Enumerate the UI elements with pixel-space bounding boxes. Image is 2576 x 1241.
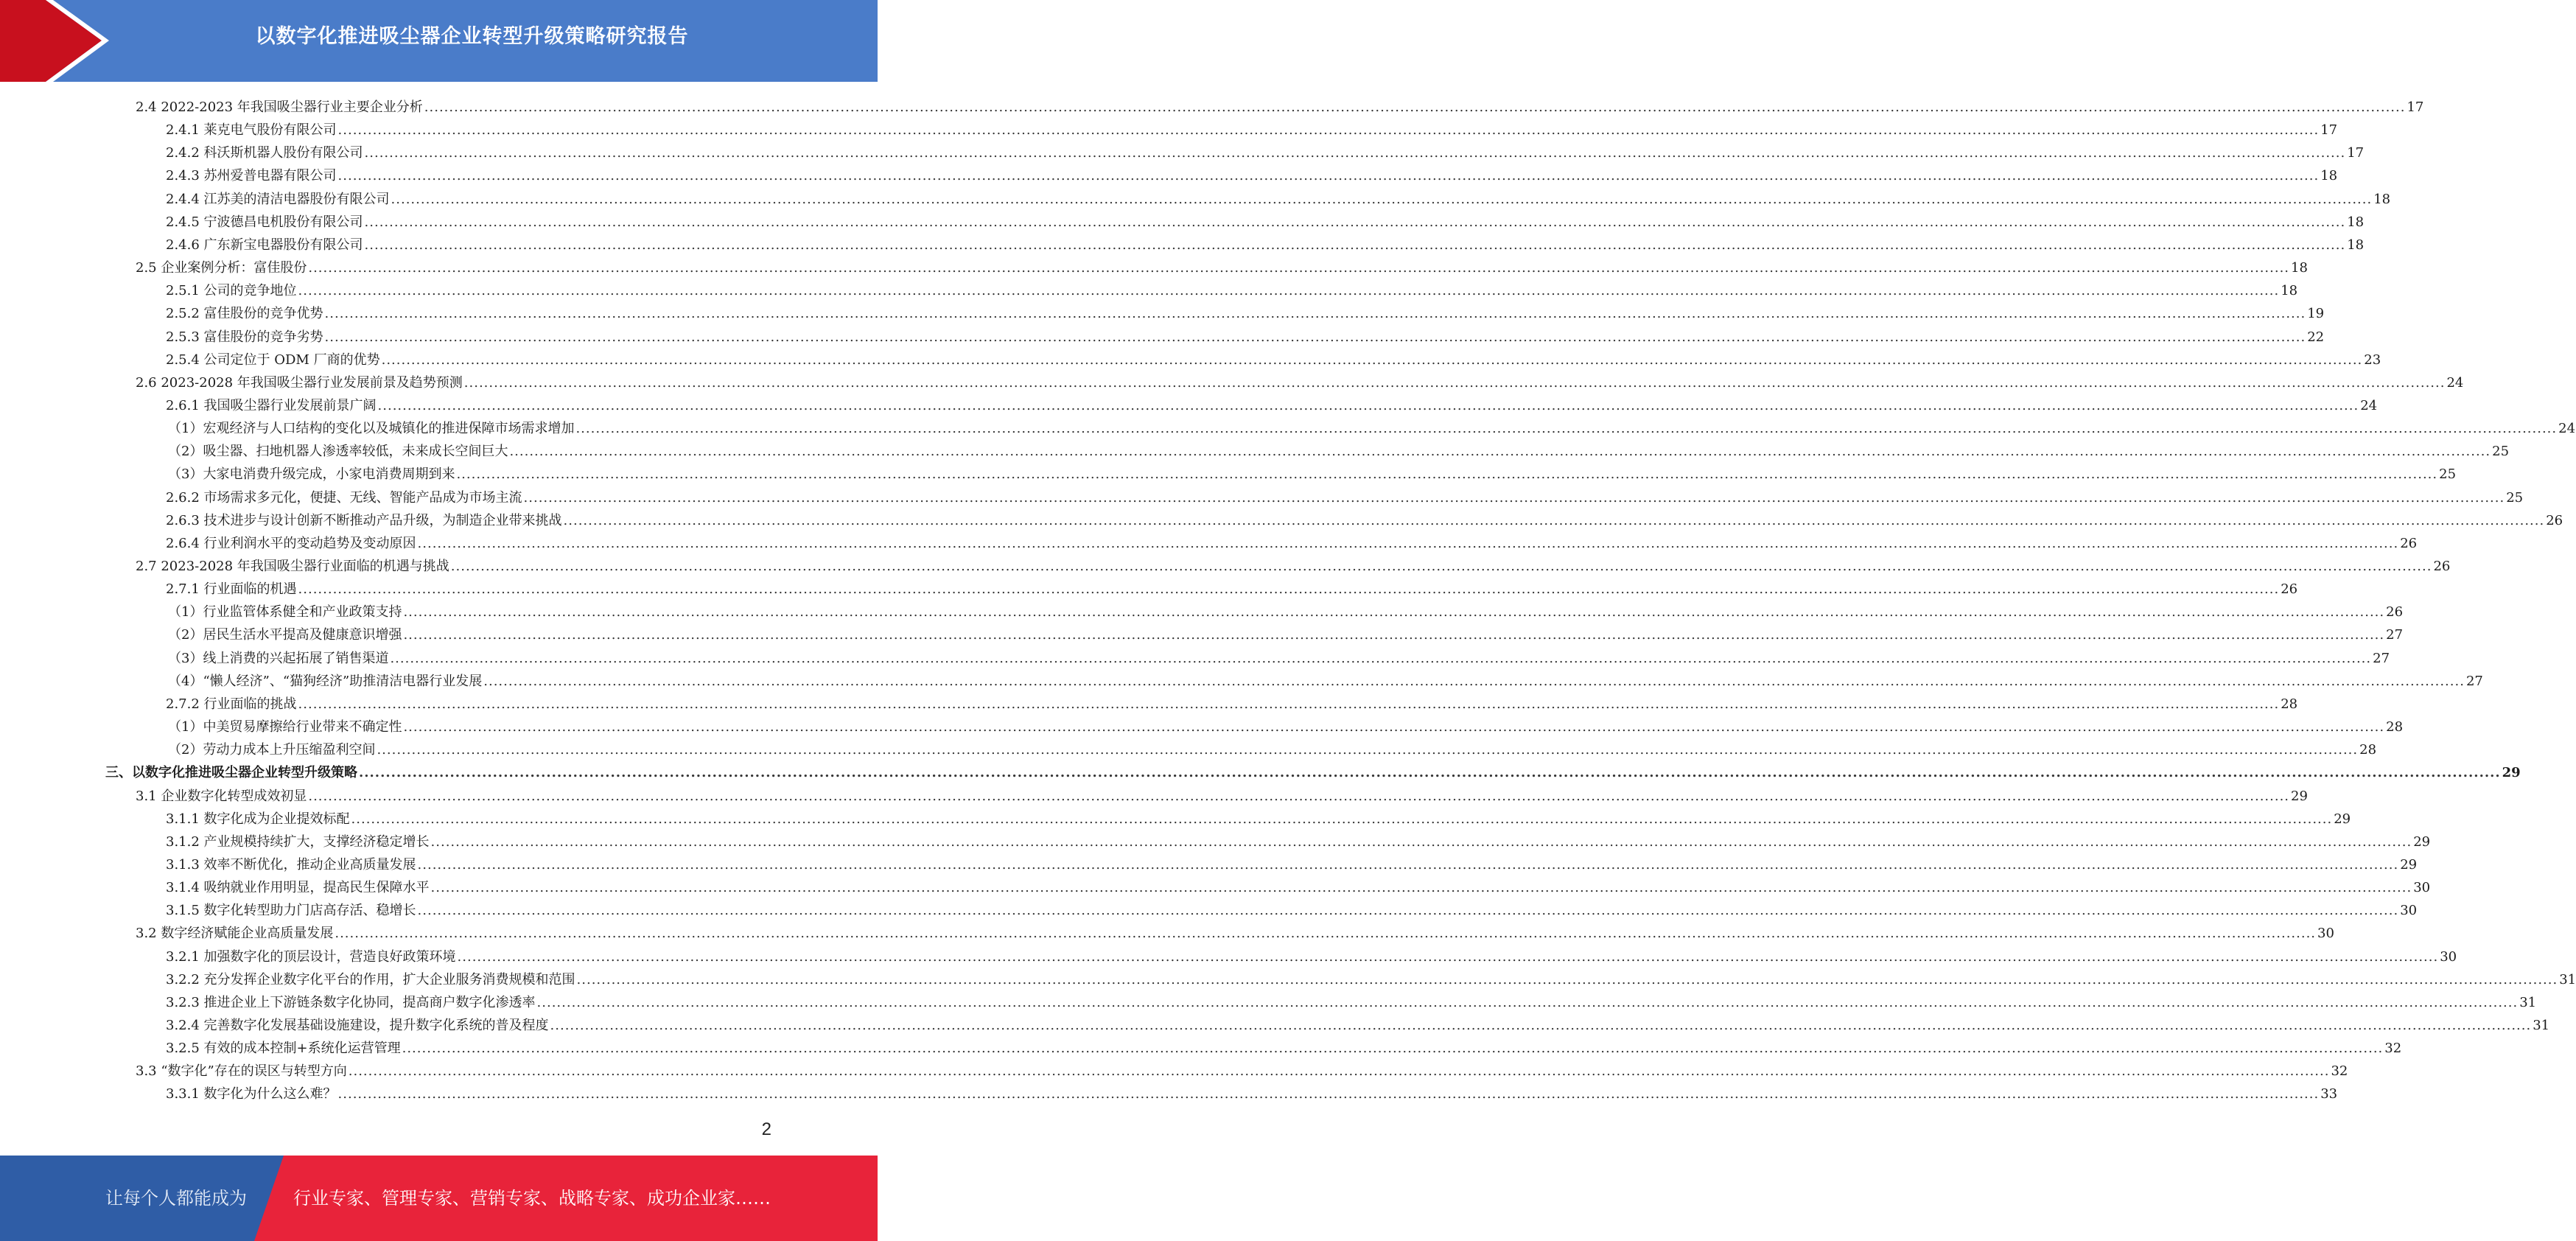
- toc-entry-title: 2.7.2 行业面临的挑战: [166, 696, 297, 712]
- toc-dot-leader: ................................................................................................................................................................................................................................................................................................................................................................................................................: [509, 444, 2491, 460]
- toc-dot-leader: ................................................................................................................................................................................................................................................................................................................................................................................................................: [351, 811, 2333, 827]
- toc-entry-page: 29: [2413, 833, 2431, 850]
- toc-dot-leader: ................................................................................................................................................................................................................................................................................................................................................................................................................: [324, 306, 2306, 322]
- toc-entry-page: 25: [2492, 444, 2510, 460]
- toc-entry-page: 26: [2400, 535, 2418, 551]
- toc-entry-page: 18: [2347, 237, 2365, 253]
- toc-entry[interactable]: [166, 231, 2365, 254]
- toc-dot-leader: ................................................................................................................................................................................................................................................................................................................................................................................................................: [457, 948, 2439, 965]
- toc-dot-leader: ................................................................................................................................................................................................................................................................................................................................................................................................................: [430, 880, 2412, 896]
- toc-entry-title: 3.1.4 吸纳就业作用明显，提高民生保障水平: [166, 880, 430, 896]
- footer-slogan-right: 行业专家、管理专家、营销专家、战略专家、成功企业家……: [293, 1188, 771, 1209]
- toc-dot-leader: ................................................................................................................................................................................................................................................................................................................................................................................................................: [402, 1041, 2384, 1057]
- toc-entry-page: 31: [2559, 971, 2576, 987]
- toc-entry[interactable]: [166, 346, 2381, 369]
- toc-entry[interactable]: [166, 139, 2365, 162]
- toc-entry-title: 2.7.1 行业面临的机遇: [166, 581, 297, 598]
- toc-entry-title: （2）吸尘器、扫地机器人渗透率较低，未来成长空间巨大: [168, 444, 508, 460]
- toc-entry[interactable]: [166, 209, 2365, 231]
- toc-entry[interactable]: [166, 1035, 2402, 1058]
- toc-entry-page: 29: [2400, 856, 2418, 873]
- toc-entry[interactable]: [166, 1080, 2338, 1103]
- toc-entry-title: 2.6.1 我国吸尘器行业发展前景广阔: [166, 397, 377, 413]
- toc-dot-leader: ................................................................................................................................................................................................................................................................................................................................................................................................................: [483, 673, 2465, 689]
- toc-entry-page: 24: [2446, 374, 2464, 391]
- toc-entry-title: 2.4.6 广东新宝电器股份有限公司: [166, 237, 363, 253]
- toc-entry[interactable]: [166, 943, 2457, 966]
- toc-entry[interactable]: [166, 507, 2563, 530]
- toc-entry[interactable]: [166, 116, 2338, 139]
- toc-entry-title: 2.5.4 公司定位于 ODM 厂商的优势: [166, 352, 380, 368]
- toc-entry-title: 2.4.1 莱克电气股份有限公司: [166, 122, 337, 139]
- toc-entry-title: 2.6.2 市场需求多元化，便捷、无线、智能产品成为市场主流: [166, 489, 522, 506]
- toc-entry-page: 18: [2373, 191, 2391, 207]
- toc-entry-page: 18: [2291, 260, 2308, 276]
- toc-dot-leader: ................................................................................................................................................................................................................................................................................................................................................................................................................: [381, 352, 2363, 368]
- toc-dot-leader: ................................................................................................................................................................................................................................................................................................................................................................................................................: [523, 489, 2505, 506]
- toc-entry-title: 2.5.1 公司的竞争地位: [166, 283, 297, 299]
- toc-entry-title: 3.3.1 数字化为什么这么难？: [166, 1086, 337, 1102]
- toc-entry[interactable]: [166, 576, 2298, 598]
- toc-entry[interactable]: [166, 691, 2298, 713]
- toc-entry-page: 29: [2334, 811, 2351, 827]
- toc-entry[interactable]: [166, 530, 2418, 553]
- toc-entry-page: 25: [2506, 489, 2524, 506]
- toc-dot-leader: ................................................................................................................................................................................................................................................................................................................................................................................................................: [308, 260, 2290, 276]
- toc-entry-page: 28: [2386, 719, 2404, 735]
- toc-dot-leader: ................................................................................................................................................................................................................................................................................................................................................................................................................: [337, 122, 2320, 139]
- toc-entry-title: 3.2.3 推进企业上下游链条数字化协同，提高商户数字化渗透率: [166, 994, 536, 1010]
- toc-dot-leader: ................................................................................................................................................................................................................................................................................................................................................................................................................: [424, 99, 2406, 115]
- toc-entry-title: 2.6.3 技术进步与设计创新不断推动产品升级，为制造企业带来挑战: [166, 512, 562, 528]
- toc-entry-title: 2.4.5 宁波德昌电机股份有限公司: [166, 214, 363, 230]
- toc-entry-page: 17: [2320, 122, 2338, 139]
- toc-dot-leader: ................................................................................................................................................................................................................................................................................................................................................................................................................: [324, 329, 2306, 345]
- toc-entry[interactable]: [136, 1058, 2348, 1080]
- toc-entry-title: 2.4.4 江苏美的清洁电器股份有限公司: [166, 191, 390, 207]
- page-number: 2: [761, 1119, 771, 1139]
- toc-entry[interactable]: [166, 897, 2418, 920]
- toc-entry[interactable]: [166, 805, 2351, 828]
- toc-dot-leader: ................................................................................................................................................................................................................................................................................................................................................................................................................: [417, 903, 2399, 919]
- toc-entry-page: 26: [2386, 604, 2404, 620]
- toc-dot-leader: ................................................................................................................................................................................................................................................................................................................................................................................................................: [308, 788, 2290, 804]
- toc-entry-page: 17: [2407, 99, 2424, 115]
- toc-entry-title: （1）宏观经济与人口结构的变化以及城镇化的推进保障市场需求增加: [168, 421, 575, 437]
- toc-dot-leader: ................................................................................................................................................................................................................................................................................................................................................................................................................: [450, 559, 2432, 574]
- toc-entry-title: （3）线上消费的兴起拓展了销售渠道: [168, 650, 389, 666]
- toc-entry-title: 3.1 企业数字化转型成效初显: [136, 788, 307, 804]
- toc-entry-page: 19: [2307, 306, 2325, 322]
- toc-entry-page: 32: [2331, 1063, 2348, 1080]
- toc-dot-leader: ................................................................................................................................................................................................................................................................................................................................................................................................................: [463, 374, 2446, 391]
- toc-dot-leader: ................................................................................................................................................................................................................................................................................................................................................................................................................: [298, 696, 2280, 712]
- toc-entry-title: 三、以数字化推进吸尘器企业转型升级策略: [105, 765, 357, 781]
- toc-dot-leader: ................................................................................................................................................................................................................................................................................................................................................................................................................: [536, 994, 2519, 1010]
- toc-entry-title: 3.2.4 完善数字化发展基础设施建设，提升数字化系统的普及程度: [166, 1018, 549, 1033]
- toc-entry[interactable]: [136, 783, 2308, 805]
- toc-entry-page: 29: [2502, 765, 2521, 781]
- toc-entry[interactable]: [168, 621, 2404, 644]
- toc-entry-title: （1）行业监管体系健全和产业政策支持: [168, 604, 402, 620]
- toc-entry-page: 30: [2400, 903, 2418, 919]
- toc-dot-leader: ................................................................................................................................................................................................................................................................................................................................................................................................................: [364, 214, 2346, 230]
- toc-entry-page: 28: [2359, 742, 2377, 758]
- toc-entry[interactable]: [136, 553, 2451, 576]
- toc-entry-page: 23: [2364, 352, 2381, 368]
- toc-entry[interactable]: [136, 94, 2424, 116]
- toc-entry-title: 3.1.2 产业规模持续扩大，支撑经济稳定增长: [166, 833, 430, 850]
- toc-entry-title: 2.4.3 苏州爱普电器有限公司: [166, 168, 337, 184]
- toc-entry[interactable]: [136, 920, 2334, 943]
- toc-dot-leader: ................................................................................................................................................................................................................................................................................................................................................................................................................: [417, 856, 2399, 873]
- toc-entry-page: 31: [2519, 994, 2537, 1010]
- toc-entry-title: 2.5 企业案例分析：富佳股份: [136, 260, 307, 276]
- toc-entry-title: （1）中美贸易摩擦给行业带来不确定性: [168, 719, 402, 735]
- toc-dot-leader: ................................................................................................................................................................................................................................................................................................................................................................................................................: [298, 581, 2280, 598]
- toc-entry[interactable]: [166, 392, 2378, 415]
- toc-entry[interactable]: [166, 277, 2298, 300]
- toc-entry[interactable]: [168, 713, 2404, 736]
- toc-dot-leader: ................................................................................................................................................................................................................................................................................................................................................................................................................: [456, 466, 2438, 483]
- toc-dot-leader: ................................................................................................................................................................................................................................................................................................................................................................................................................: [348, 1063, 2330, 1080]
- toc-entry-page: 22: [2307, 329, 2325, 345]
- toc-entry-page: 26: [2281, 581, 2298, 598]
- toc-dot-leader: ................................................................................................................................................................................................................................................................................................................................................................................................................: [390, 650, 2372, 666]
- toc-entry-title: 3.2.2 充分发挥企业数字化平台的作用，扩大企业服务消费规模和范围: [166, 971, 575, 987]
- toc-entry-page: 30: [2413, 880, 2431, 896]
- toc-dot-leader: ................................................................................................................................................................................................................................................................................................................................................................................................................: [403, 604, 2385, 620]
- toc-entry[interactable]: [166, 989, 2537, 1012]
- toc-entry[interactable]: [166, 162, 2338, 185]
- toc-dot-leader: ................................................................................................................................................................................................................................................................................................................................................................................................................: [430, 833, 2412, 850]
- toc-dot-leader: ................................................................................................................................................................................................................................................................................................................................................................................................................: [417, 535, 2399, 551]
- toc-entry-title: 3.2.1 加强数字化的顶层设计，营造良好政策环境: [166, 948, 456, 965]
- toc-entry[interactable]: [166, 324, 2325, 346]
- toc-entry[interactable]: [168, 668, 2483, 691]
- toc-entry-page: 31: [2533, 1018, 2550, 1033]
- toc-entry-title: 3.1.5 数字化转型助力门店高存活、稳增长: [166, 903, 416, 919]
- toc-dot-leader: ................................................................................................................................................................................................................................................................................................................................................................................................................: [576, 971, 2558, 987]
- toc-entry-page: 18: [2281, 283, 2298, 299]
- toc-entry-page: 24: [2558, 421, 2576, 437]
- toc-entry[interactable]: [105, 759, 2521, 782]
- toc-entry[interactable]: [168, 598, 2404, 621]
- toc-entry-page: 18: [2347, 214, 2365, 230]
- toc-dot-leader: ................................................................................................................................................................................................................................................................................................................................................................................................................: [364, 237, 2346, 253]
- toc-entry-title: （3）大家电消费升级完成，小家电消费周期到来: [168, 466, 455, 483]
- toc-entry-title: （4）“懒人经济”、“猫狗经济”助推清洁电器行业发展: [168, 673, 483, 689]
- page-header: [0, 0, 878, 82]
- toc-entry-page: 27: [2386, 627, 2404, 643]
- toc-dot-leader: ................................................................................................................................................................................................................................................................................................................................................................................................................: [335, 926, 2317, 942]
- toc-dot-leader: ................................................................................................................................................................................................................................................................................................................................................................................................................: [550, 1018, 2532, 1033]
- toc-entry[interactable]: [166, 851, 2418, 874]
- toc-entry-title: 2.5.3 富佳股份的竞争劣势: [166, 329, 323, 345]
- toc-entry-page: 29: [2291, 788, 2308, 804]
- toc-entry-page: 26: [2433, 559, 2451, 574]
- toc-entry-title: （2）劳动力成本上升压缩盈利空间: [168, 742, 376, 758]
- toc-dot-leader: ................................................................................................................................................................................................................................................................................................................................................................................................................: [563, 512, 2545, 528]
- toc-entry-title: 2.5.2 富佳股份的竞争优势: [166, 306, 323, 322]
- toc-entry-title: 3.2 数字经济赋能企业高质量发展: [136, 926, 334, 942]
- toc-entry-title: 2.6.4 行业利润水平的变动趋势及变动原因: [166, 535, 416, 551]
- toc-entry[interactable]: [168, 415, 2576, 438]
- toc-dot-leader: ................................................................................................................................................................................................................................................................................................................................................................................................................: [377, 397, 2359, 413]
- toc-entry[interactable]: [166, 966, 2576, 989]
- toc-entry[interactable]: [166, 1012, 2550, 1035]
- toc-dot-leader: ................................................................................................................................................................................................................................................................................................................................................................................................................: [337, 168, 2320, 184]
- toc-entry[interactable]: [166, 484, 2524, 507]
- toc-entry-title: 3.1.1 数字化成为企业提效标配: [166, 811, 350, 827]
- toc-entry-page: 28: [2281, 696, 2298, 712]
- toc-dot-leader: ................................................................................................................................................................................................................................................................................................................................................................................................................: [403, 719, 2385, 735]
- toc-entry-page: 25: [2439, 466, 2457, 483]
- toc-entry[interactable]: [136, 369, 2464, 392]
- toc-entry[interactable]: [168, 736, 2377, 759]
- toc-dot-leader: ................................................................................................................................................................................................................................................................................................................................................................................................................: [377, 742, 2359, 758]
- footer-slogan-left: 让每个人都能成为: [105, 1188, 247, 1209]
- toc-dot-leader: ................................................................................................................................................................................................................................................................................................................................................................................................................: [391, 191, 2373, 207]
- toc-entry-title: 2.7 2023-2028 年我国吸尘器行业面临的机遇与挑战: [136, 559, 449, 574]
- toc-entry-page: 30: [2440, 948, 2457, 965]
- toc-entry-title: 2.4 2022-2023 年我国吸尘器行业主要企业分析: [136, 99, 423, 115]
- toc-entry-title: 3.3 “数字化”存在的误区与转型方向: [136, 1063, 347, 1080]
- toc-entry-page: 26: [2546, 512, 2563, 528]
- toc-dot-leader: ................................................................................................................................................................................................................................................................................................................................................................................................................: [403, 627, 2385, 643]
- toc-entry[interactable]: [168, 461, 2457, 483]
- toc-entry-title: 3.1.3 效率不断优化，推动企业高质量发展: [166, 856, 416, 873]
- toc-entry-page: 18: [2320, 168, 2338, 184]
- toc-entry-page: 24: [2360, 397, 2378, 413]
- toc-dot-leader: ................................................................................................................................................................................................................................................................................................................................................................................................................: [575, 421, 2558, 437]
- toc-entry[interactable]: [166, 186, 2391, 209]
- toc-entry-page: 32: [2384, 1041, 2402, 1057]
- toc-entry-title: （2）居民生活水平提高及健康意识增强: [168, 627, 402, 643]
- toc-entry[interactable]: [168, 645, 2390, 668]
- toc-entry-page: 17: [2347, 145, 2365, 161]
- toc-entry[interactable]: [166, 874, 2431, 897]
- toc-entry-page: 27: [2465, 673, 2483, 689]
- toc-dot-leader: ................................................................................................................................................................................................................................................................................................................................................................................................................: [298, 283, 2280, 299]
- toc-entry-title: 3.2.5 有效的成本控制+系统化运营管理: [166, 1041, 401, 1057]
- toc-entry[interactable]: [136, 254, 2308, 277]
- toc-entry-page: 30: [2317, 926, 2334, 942]
- toc-entry-title: 2.4.2 科沃斯机器人股份有限公司: [166, 145, 363, 161]
- toc-entry[interactable]: [168, 438, 2510, 461]
- toc-dot-leader: ................................................................................................................................................................................................................................................................................................................................................................................................................: [364, 145, 2346, 161]
- toc-entry[interactable]: [166, 828, 2431, 851]
- toc-entry-page: 33: [2320, 1086, 2338, 1102]
- toc-entry-title: 2.6 2023-2028 年我国吸尘器行业发展前景及趋势预测: [136, 374, 463, 391]
- toc-dot-leader: ................................................................................................................................................................................................................................................................................................................................................................................................................: [337, 1086, 2320, 1102]
- page-footer: [0, 1156, 878, 1241]
- toc-entry[interactable]: [166, 300, 2325, 323]
- toc-entry-page: 27: [2373, 650, 2390, 666]
- header-title: 以数字化推进吸尘器企业转型升级策略研究报告: [255, 25, 689, 48]
- toc-dot-leader: ................................................................................................................................................................................................................................................................................................................................................................................................................: [359, 765, 2501, 781]
